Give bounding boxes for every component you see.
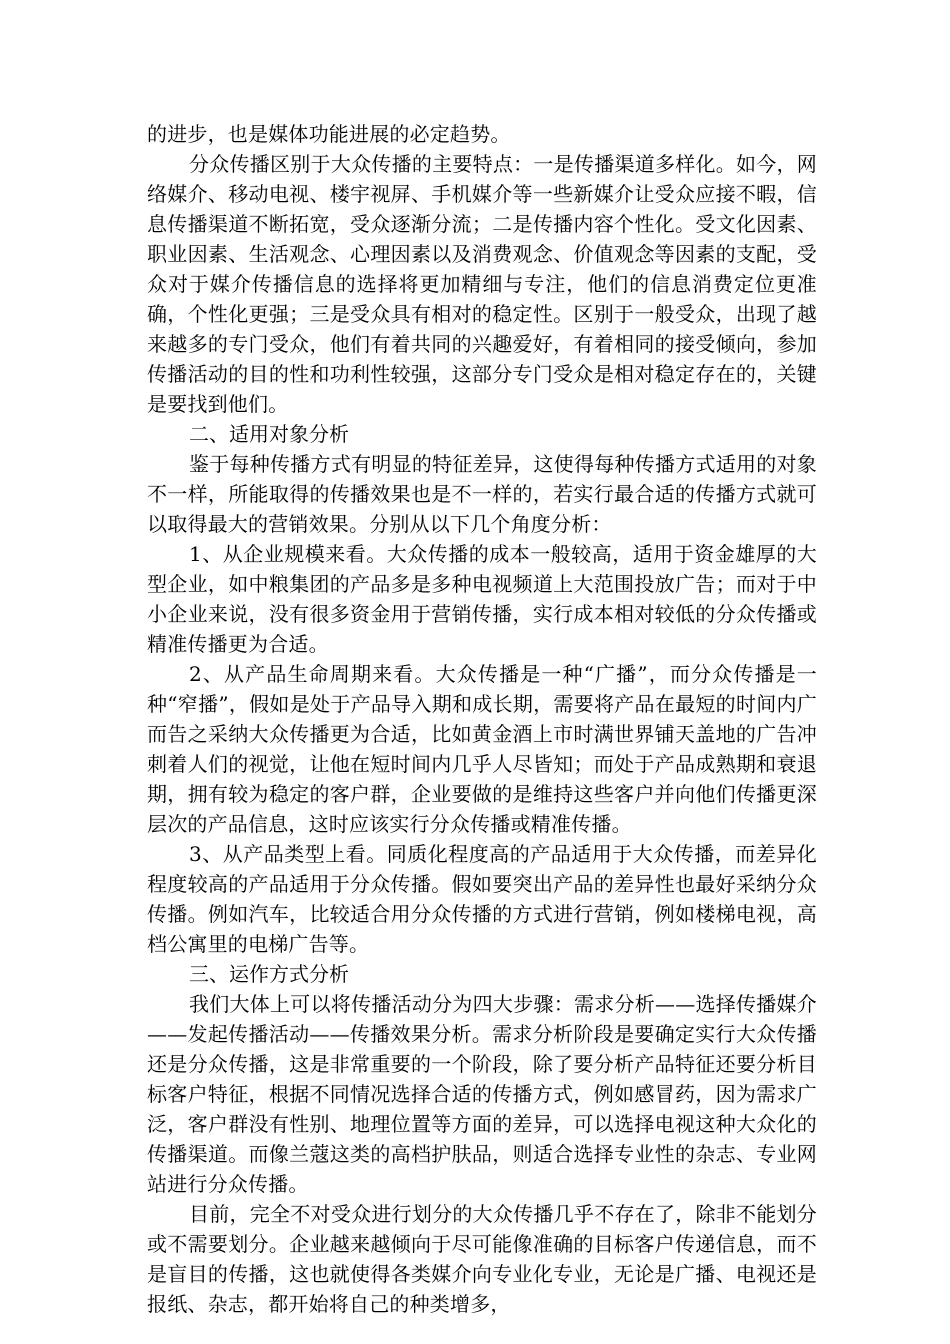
paragraph-audience-features: 分众传播区别于大众传播的主要特点：一是传播渠道多样化。如今，网络媒介、移动电视、楼宇视屏、手机媒介等一些新媒介让受众应接不暇，信息传播渠道不断拓宽，受众逐渐分流；二是传播内容个性化。受文化因素、职业因素、生活观念、心理因素以及消费观念、价值观念等因素的支配，受众对于媒介传播信息的选择将更加精细与专注，他们的信息消费定位更准确，个性化更强；三是受众具有相对的稳定性。区别于一般受众，出现了越来越多的专门受众，他们有着共同的兴趣爱好，有着相同的接受倾向，参加传播活动的目的性和功利性较强，这部分专门受众是相对稳定存在的，关键是要找到他们。: [147, 152, 817, 416]
section-heading-applicable-objects: 二、适用对象分析: [189, 422, 349, 446]
section-heading-operation-method: 三、运作方式分析: [189, 962, 349, 986]
paragraph-intro-analysis: 鉴于每种传播方式有明显的特征差异，这使得每种传播方式适用的对象不一样，所能取得的传播效果也是不一样的，若实行最合适的传播方式就可以取得最大的营销效果。分别从以下几个角度分析：: [147, 452, 817, 536]
paragraph-continuation: 的进步，也是媒体功能进展的必定趋势。: [147, 122, 511, 146]
paragraph-four-steps: 我们大体上可以将传播活动分为四大步骤：需求分析——选择传播媒介——发起传播活动——传播效果分析。需求分析阶段是要确定实行大众传播还是分众传播，这是非常重要的一个阶段，除了要分析产品特征还要分析目标客户特征，根据不同情况选择合适的传播方式，例如感冒药，因为需求广泛，客户群没有性别、地理位置等方面的差异，可以选择电视这种大众化的传播渠道。而像兰蔻这类的高档护肤品，则适合选择专业性的杂志、专业网站进行分众传播。: [147, 992, 817, 1196]
paragraph-enterprise-scale: 1、从企业规模来看。大众传播的成本一般较高，适用于资金雄厚的大型企业，如中粮集团的产品多是多种电视频道上大范围投放广告；而对于中小企业来说，没有很多资金用于营销传播，实行成本相对较低的分众传播或精准传播更为合适。: [147, 542, 817, 656]
document-body: [147, 119, 817, 1319]
paragraph-current-situation: 目前，完全不对受众进行划分的大众传播几乎不存在了，除非不能划分或不需要划分。企业越来越倾向于尽可能像准确的目标客户传递信息，而不是盲目的传播，这也就使得各类媒介向专业化专业，无论是广播、电视还是报纸、杂志，都开始将自己的种类增多，: [147, 1202, 817, 1316]
paragraph-product-type: 3、从产品类型上看。同质化程度高的产品适用于大众传播，而差异化程度较高的产品适用于分众传播。假如要突出产品的差异性也最好采纳分众传播。例如汽车，比较适合用分众传播的方式进行营销，例如楼梯电视，高档公寓里的电梯广告等。: [147, 842, 817, 956]
paragraph-product-lifecycle: 2、从产品生命周期来看。大众传播是一种“广播”，而分众传播是一种“窄播”，假如是处于产品导入期和成长期，需要将产品在最短的时间内广而告之采纳大众传播更为合适，比如黄金酒上市时满世界铺天盖地的广告冲刺着人们的视觉，让他在短时间内几乎人尽皆知；而处于产品成熟期和衰退期，拥有较为稳定的客户群，企业要做的是维持这些客户并向他们传播更深层次的产品信息，这时应该实行分众传播或精准传播。: [147, 662, 817, 836]
